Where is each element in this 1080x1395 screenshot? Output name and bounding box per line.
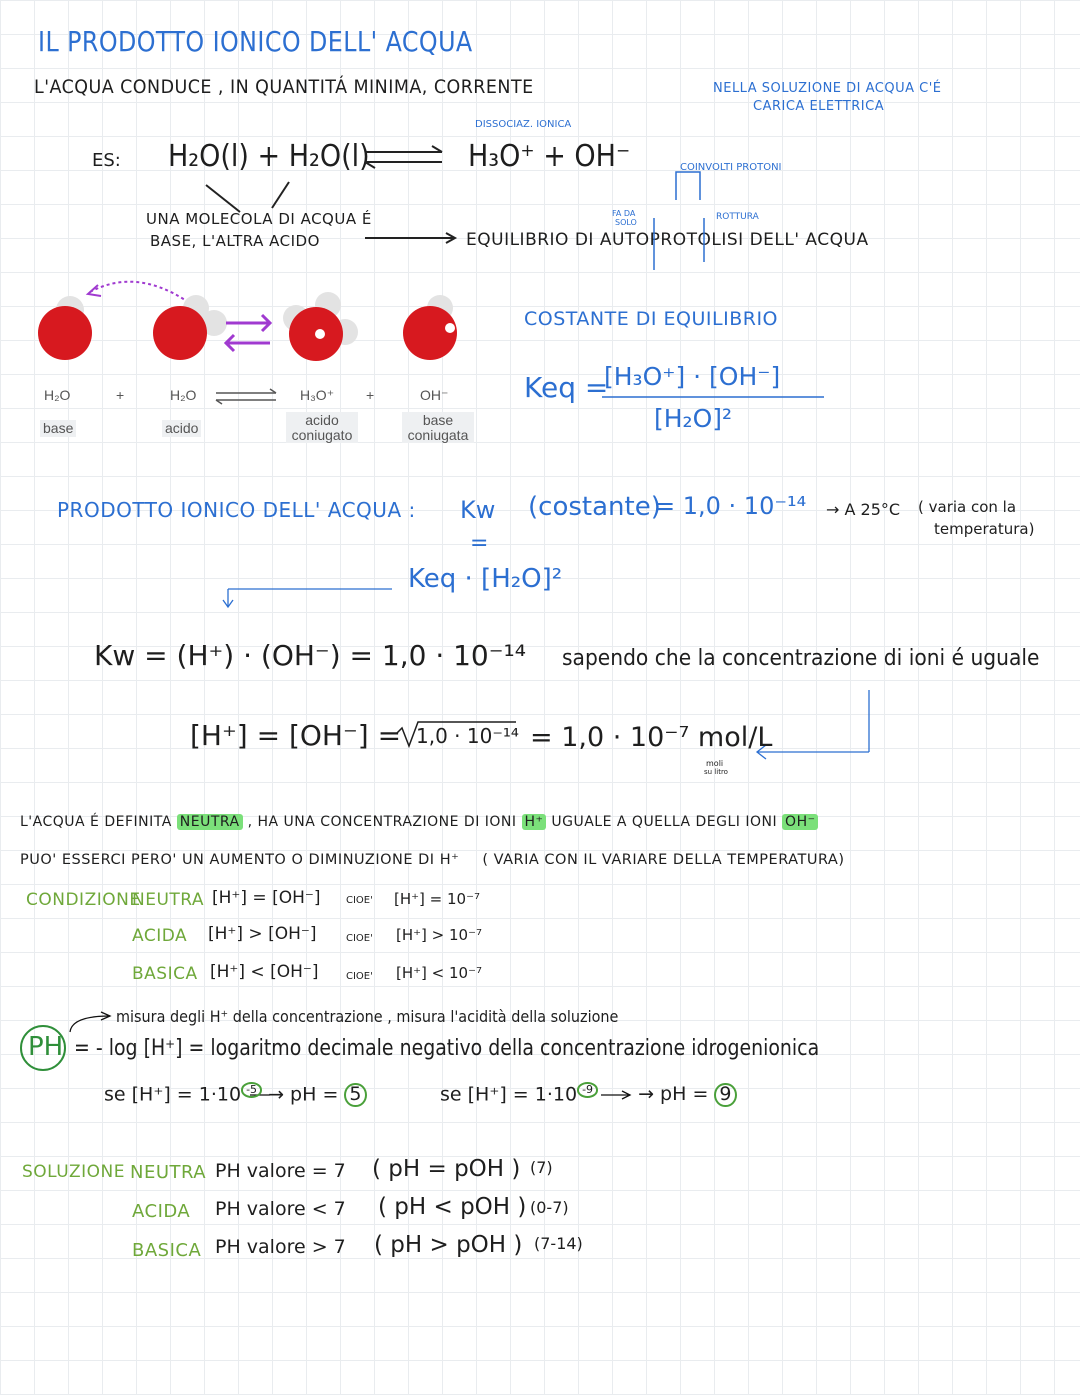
soluzione-header: SOLUZIONE xyxy=(22,1162,125,1182)
rottura-note: ROTTURA xyxy=(716,212,759,222)
role-acido: acido xyxy=(162,420,201,437)
neutral-line-1a: L'ACQUA É DEFINITA xyxy=(20,814,172,830)
reactants: H₂O(l) + H₂O(l) xyxy=(168,139,370,174)
label-oh: OH⁻ xyxy=(420,387,449,403)
cond-basica-val: [H⁺] < 10⁻⁷ xyxy=(396,964,483,982)
ph-ex1-value: 5 xyxy=(344,1083,366,1107)
ph-ex2-exp: -9 xyxy=(577,1082,598,1098)
water-molecules xyxy=(38,292,457,361)
sol-acida: ACIDA xyxy=(132,1201,191,1222)
cond-basica-cioe: CIOE' xyxy=(346,971,373,982)
products: H₃O⁺ + OH⁻ xyxy=(468,139,631,174)
note-top-right-2: CARICA ELETTRICA xyxy=(753,99,885,114)
role-base-coniugata: base coniugata xyxy=(402,412,474,443)
h-ion-highlight: H⁺ xyxy=(522,814,547,830)
kw-expression: Kw = (H⁺) · (OH⁻) = 1,0 · 10⁻¹⁴ xyxy=(94,639,526,672)
kw-keq-h2o: Keq · [H₂O]² xyxy=(408,564,563,594)
neutral-line-1 xyxy=(20,815,818,829)
sol-acida-range: (0-7) xyxy=(530,1198,569,1217)
kw-symbol: Kw xyxy=(460,496,496,524)
cond-acida-cioe: CIOE' xyxy=(346,933,373,944)
ph-example-1 xyxy=(104,1082,367,1107)
sapendo-note: sapendo che la concentrazione di ioni é uguale xyxy=(562,646,1040,671)
sol-basica: BASICA xyxy=(132,1240,202,1261)
molecule-note-2: BASE, L'ALTRA ACIDO xyxy=(150,232,320,250)
ph-misura-note: misura degli H⁺ della concentrazione , misura l'acidità della soluzione xyxy=(116,1007,619,1026)
role-base: base xyxy=(40,420,76,437)
ph-ex1-exp: -5 xyxy=(241,1082,262,1098)
fa-da-solo-2: SOLO xyxy=(615,218,637,227)
role-acido-coniugato: acido coniugato xyxy=(286,412,358,443)
cond-neutra-rel: [H⁺] = [OH⁻] xyxy=(212,888,321,908)
es-label: ES: xyxy=(92,150,121,171)
molecule-note-1: UNA MOLECOLA DI ACQUA É xyxy=(146,210,372,228)
sol-neutra-rel: ( pH = pOH ) xyxy=(372,1156,521,1182)
neutral-line-1c: UGUALE A QUELLA DEGLI IONI xyxy=(551,814,778,830)
label-h2o-1: H₂O xyxy=(44,387,71,403)
moli-note-1: moli xyxy=(706,759,724,768)
ph-example-2 xyxy=(440,1082,737,1107)
kw-label: PRODOTTO IONICO DELL' ACQUA : xyxy=(57,498,416,522)
label-h3o: H₃O⁺ xyxy=(300,387,335,403)
keq-title: COSTANTE DI EQUILIBRIO xyxy=(524,308,779,330)
condizione-header: CONDIZIONE xyxy=(26,890,141,910)
autoprotolisi-line: EQUILIBRIO DI AUTOPROTOLISI DELL' ACQUA xyxy=(466,230,869,250)
keq-denominator: [H₂O]² xyxy=(654,404,733,433)
oh-ion-highlight: OH⁻ xyxy=(782,814,818,830)
cond-neutra: NEUTRA xyxy=(132,890,205,910)
kw-varia-2: temperatura) xyxy=(934,520,1035,538)
note-top-right-1: NELLA SOLUZIONE DI ACQUA C'É xyxy=(713,81,942,96)
cond-basica-rel: [H⁺] < [OH⁻] xyxy=(210,962,319,982)
ph-symbol: PH xyxy=(28,1032,64,1062)
neutral-line-2 xyxy=(20,853,845,868)
label-h2o-2: H₂O xyxy=(170,387,197,403)
label-plus-1: + xyxy=(116,387,125,403)
kw-equals-vertical: = xyxy=(470,531,489,556)
sol-acida-desc: PH valore < 7 xyxy=(215,1198,346,1220)
cond-neutra-cioe: CIOE' xyxy=(346,895,373,906)
ph-ex2-b: → pH = xyxy=(638,1083,709,1106)
neutral-line-1b: , HA UNA CONCENTRAZIONE DI IONI xyxy=(247,814,517,830)
sol-neutra-range: (7) xyxy=(530,1158,553,1177)
fa-da-solo-1: FA DA xyxy=(612,209,636,218)
kw-costante: (costante) xyxy=(528,492,661,522)
ph-ex1-a: se [H⁺] = 1·10 xyxy=(104,1083,242,1106)
sol-basica-rel: ( pH > pOH ) xyxy=(374,1232,523,1258)
cond-neutra-val: [H⁺] = 10⁻⁷ xyxy=(394,890,481,908)
neutra-highlight: NEUTRA xyxy=(177,814,243,830)
sol-neutra: NEUTRA xyxy=(130,1162,207,1183)
cond-acida-val: [H⁺] > 10⁻⁷ xyxy=(396,926,483,944)
kw-value: = 1,0 · 10⁻¹⁴ xyxy=(655,492,807,520)
page-title: IL PRODOTTO IONICO DELL' ACQUA xyxy=(38,25,473,58)
dissociation-note: DISSOCIAZ. IONICA xyxy=(475,119,572,130)
keq-numerator: [H₃O⁺] · [OH⁻] xyxy=(604,362,781,391)
kw-varia-1: ( varia con la xyxy=(918,498,1017,516)
sqrt-argument: 1,0 · 10⁻¹⁴ xyxy=(416,724,519,748)
neutral-line-2a: PUO' ESSERCI PERO' UN AUMENTO O DIMINUZIONE DI H⁺ xyxy=(20,852,460,868)
sqrt-lhs: [H⁺] = [OH⁻] = xyxy=(190,719,402,752)
sol-neutra-desc: PH valore = 7 xyxy=(215,1160,346,1182)
label-plus-2: + xyxy=(366,387,375,403)
coinvolti-protoni: COINVOLTI PROTONI xyxy=(680,162,782,173)
sol-basica-desc: PH valore > 7 xyxy=(215,1236,346,1258)
moli-note-2: su litro xyxy=(704,768,728,776)
keq-lhs: Keq = xyxy=(524,371,609,404)
kw-at-25: → A 25°C xyxy=(826,500,901,519)
ph-ex2-value: 9 xyxy=(714,1083,736,1107)
ph-definition: = - log [H⁺] = logaritmo decimale negativo della concentrazione idrogenionica xyxy=(74,1036,820,1061)
sqrt-rhs: = 1,0 · 10⁻⁷ mol/L xyxy=(530,722,773,753)
cond-acida-rel: [H⁺] > [OH⁻] xyxy=(208,924,317,944)
ph-ex1-b: → pH = xyxy=(268,1083,339,1106)
sol-basica-range: (7-14) xyxy=(534,1234,583,1253)
sol-acida-rel: ( pH < pOH ) xyxy=(378,1194,527,1220)
ph-ex2-a: se [H⁺] = 1·10 xyxy=(440,1083,578,1106)
cond-basica: BASICA xyxy=(132,964,198,984)
neutral-line-2b: ( VARIA CON IL VARIARE DELLA TEMPERATURA) xyxy=(482,852,845,868)
subtitle: L'ACQUA CONDUCE , IN QUANTITÁ MINIMA, CORRENTE xyxy=(34,76,534,98)
cond-acida: ACIDA xyxy=(132,926,188,946)
